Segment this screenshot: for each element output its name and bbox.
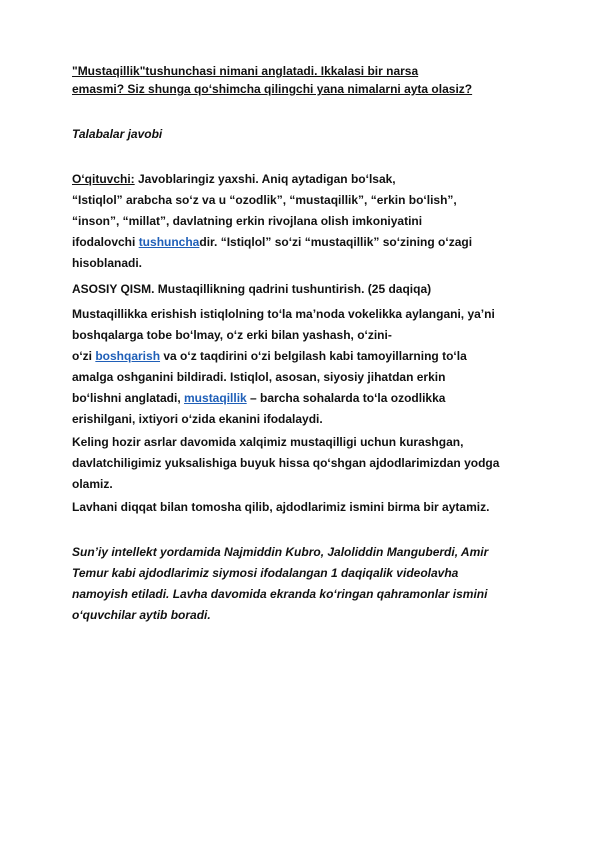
para2-line-1: Keling hozir asrlar davomida xalqimiz mustaqilligi uchun kurashgan,: [72, 435, 464, 449]
para4-line-3: namoyish etiladi. Lavha davomida ekranda ko‘ringan qahramonlar ismini: [72, 587, 488, 601]
tushuncha-link[interactable]: tushuncha: [138, 235, 200, 249]
paragraph-3: Lavhani diqqat bilan tomosha qilib, ajdodlarimiz ismini birma bir aytamiz.: [72, 500, 490, 514]
teacher-line-4-pre: ifodalovchi: [72, 235, 139, 249]
teacher-line-4: [72, 234, 532, 251]
para1-line-5: [72, 390, 532, 407]
paragraph-4: [72, 544, 532, 624]
para4-line-2: Temur kabi ajdodlarimiz siymosi ifodalangan 1 daqiqalik videolavha: [72, 566, 459, 580]
main-part-heading: ASOSIY QISM. Mustaqillikning qadrini tushuntirish. (25 daqiqa): [72, 282, 432, 296]
question-line-2: emasmi? Siz shunga qo‘shimcha qilingchi yana nimalarni ayta olasiz?: [72, 82, 473, 96]
para1-line-5-post: – barcha sohalarda to‘la ozodlikka: [246, 391, 446, 405]
para1-line-3-pre: o‘zi: [72, 349, 96, 363]
boshqarish-link[interactable]: boshqarish: [95, 349, 161, 363]
para2-line-2: davlatchiligimiz yuksalishiga buyuk hissa qo‘shgan ajdodlarimizdan yodga: [72, 456, 500, 470]
para1-line-6: erishilgani, ixtiyori o‘zida ekanini ifodalaydi.: [72, 412, 323, 426]
teacher-line-1: [72, 171, 532, 188]
teacher-line-2: “Istiqlol” arabcha so‘z va u “ozodlik”, “mustaqillik”, “erkin bo‘lish”,: [72, 193, 457, 207]
teacher-label: O‘qituvchi:: [72, 172, 135, 186]
teacher-line-1-text: Javoblaringiz yaxshi. Aniq aytadigan bo‘lsak,: [134, 172, 396, 186]
paragraph-2: [72, 434, 532, 493]
answers-heading: Talabalar javobi: [72, 127, 163, 141]
para4-line-1: Sun’iy intellekt yordamida Najmiddin Kubro, Jaloliddin Manguberdi, Amir: [72, 545, 489, 559]
para1-line-1: Mustaqillikka erishish istiqlolning to‘la ma’noda vokelikka aylangani, ya’ni: [72, 307, 495, 321]
question-line-1: "Mustaqillik"tushunchasi nimani anglatadi. Ikkalasi bir narsa: [72, 64, 419, 78]
para1-line-4: amalga oshganini bildiradi. Istiqlol, asosan, siyosiy jihatdan erkin: [72, 370, 446, 384]
document-page: [72, 62, 532, 624]
mustaqillik-link[interactable]: mustaqillik: [184, 391, 247, 405]
teacher-block: [72, 171, 532, 272]
question-block: [72, 62, 532, 98]
para1-line-5-pre: bo‘lishni anglatadi,: [72, 391, 185, 405]
para2-line-3: olamiz.: [72, 477, 113, 491]
para1-line-3-post: va o‘z taqdirini o‘zi belgilash kabi tamoyillarning to‘la: [160, 349, 467, 363]
teacher-line-4-post: dir. “Istiqlol” so‘zi “mustaqillik” so‘zining o‘zagi: [199, 235, 473, 249]
teacher-line-3: “inson”, “millat”, davlatning erkin rivojlana olish imkoniyatini: [72, 214, 423, 228]
teacher-line-5: hisoblanadi.: [72, 256, 143, 270]
para1-line-2: boshqalarga tobe bo‘lmay, o‘z erki bilan yashash, o‘zini-: [72, 328, 392, 342]
paragraph-1: [72, 306, 532, 428]
para1-line-3: [72, 348, 532, 365]
para4-line-4: o‘quvchilar aytib boradi.: [72, 608, 211, 622]
